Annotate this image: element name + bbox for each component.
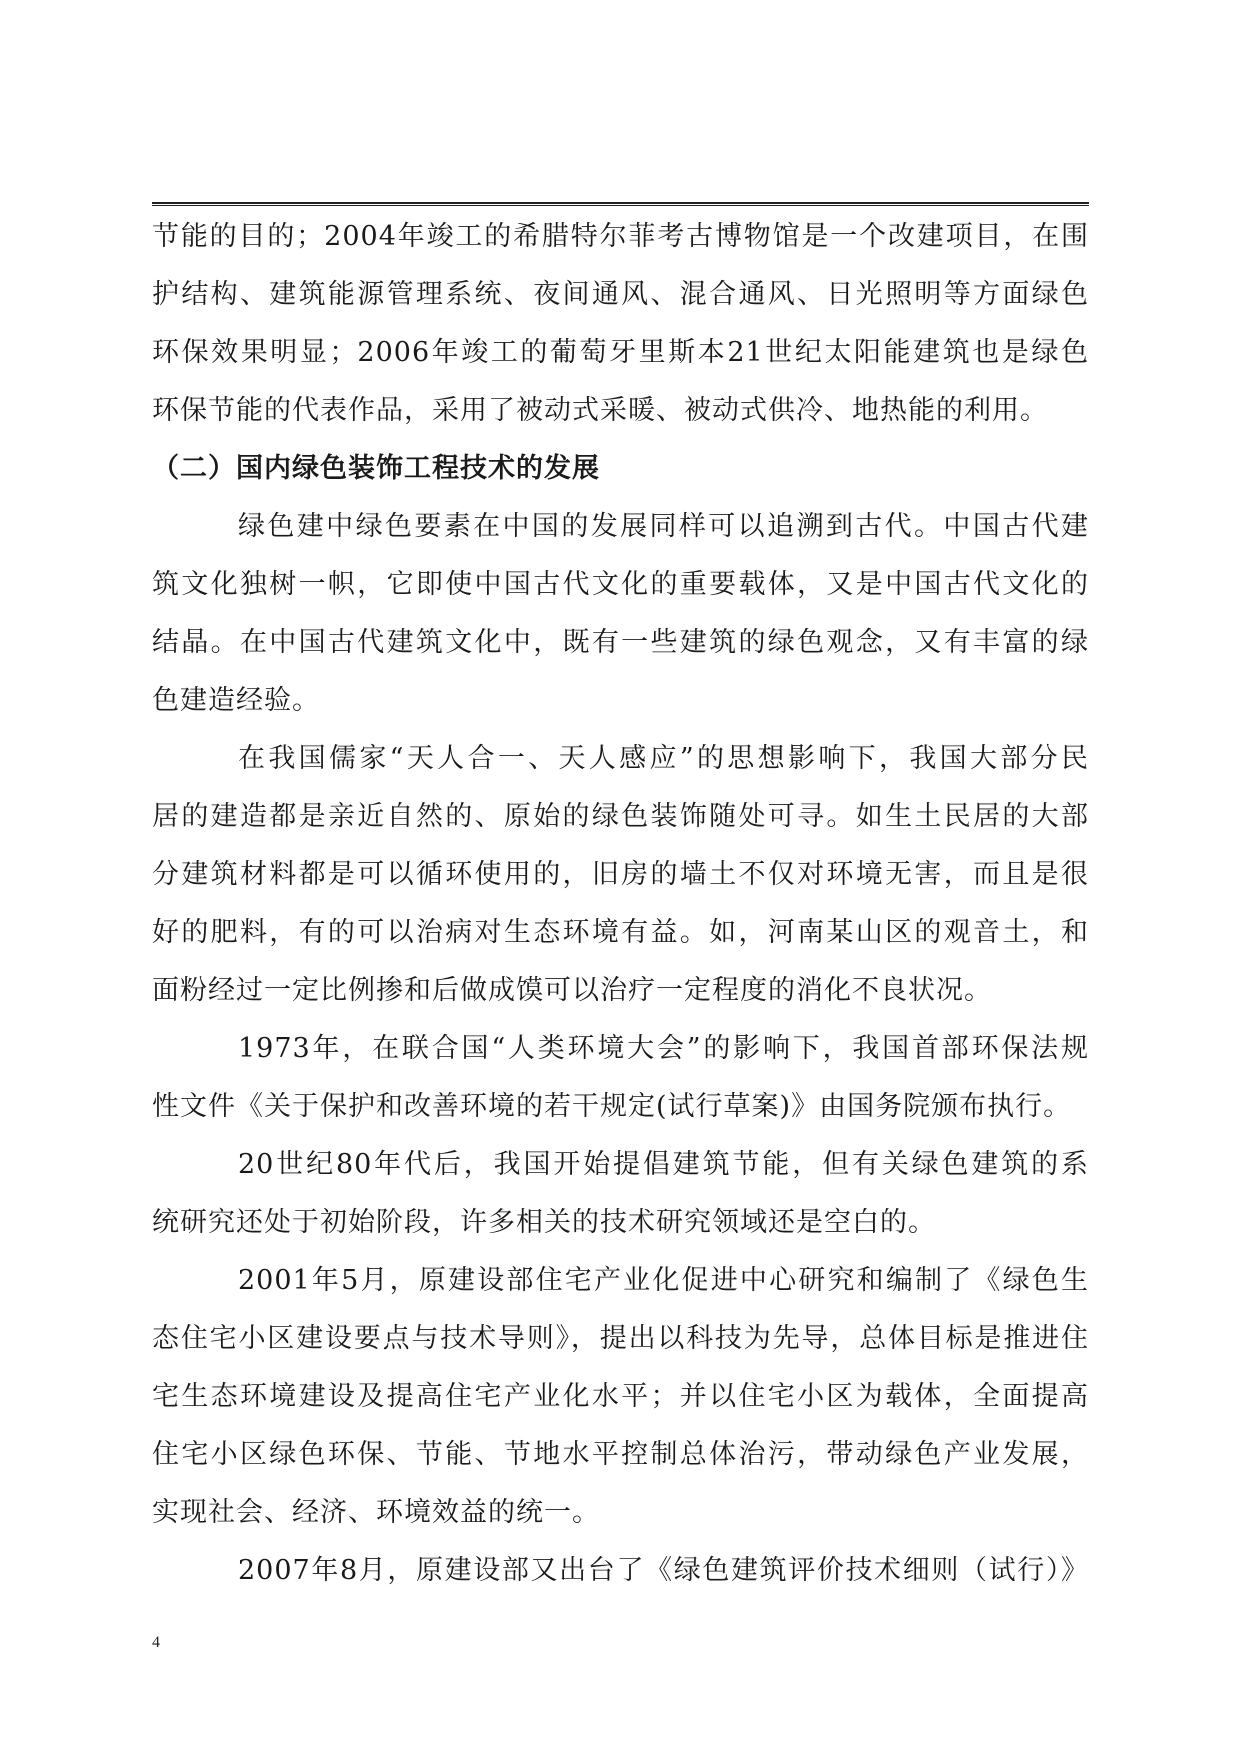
- header-rule: [152, 202, 1089, 206]
- text-line: 宅生态环境建设及提高住宅产业化水平；并以住宅小区为载体，全面提高: [152, 1381, 1089, 1412]
- text-line: 住宅小区绿色环保、节能、节地水平控制总体治污，带动绿色产业发展，: [152, 1439, 1089, 1470]
- text-line: 环保节能的代表作品，采用了被动式采暖、被动式供冷、地热能的利用。: [152, 395, 1048, 426]
- page-number: 4: [152, 1634, 160, 1651]
- text-line: 2001年5月，原建设部住宅产业化促进中心研究和编制了《绿色生: [238, 1265, 1089, 1296]
- text-line: 分建筑材料都是可以循环使用的，旧房的墙土不仅对环境无害，而且是很: [152, 859, 1089, 890]
- text-line: 态住宅小区建设要点与技术导则》，提出以科技为先导，总体目标是推进住: [152, 1323, 1089, 1354]
- text-line: 好的肥料，有的可以治病对生态环境有益。如，河南某山区的观音土，和: [152, 917, 1089, 948]
- text-line: 实现社会、经济、环境效益的统一。: [152, 1497, 600, 1528]
- text-line: 环保效果明显；2006年竣工的葡萄牙里斯本21世纪太阳能建筑也是绿色: [152, 337, 1089, 368]
- text-line: 20世纪80年代后，我国开始提倡建筑节能，但有关绿色建筑的系: [238, 1149, 1089, 1180]
- text-line: 统研究还处于初始阶段，许多相关的技术研究领域还是空白的。: [152, 1207, 936, 1238]
- body-text: [152, 208, 1089, 1600]
- text-line: 2007年8月，原建设部又出台了《绿色建筑评价技术细则（试行）》: [238, 1555, 1089, 1586]
- text-line: 节能的目的；2004年竣工的希腊特尔菲考古博物馆是一个改建项目，在围: [152, 221, 1089, 252]
- text-line: 色建造经验。: [152, 685, 320, 716]
- section-heading: （二）国内绿色装饰工程技术的发展: [152, 453, 600, 484]
- text-line: 性文件《关于保护和改善环境的若干规定(试行草案)》由国务院颁布执行。: [152, 1091, 1072, 1122]
- text-line: 绿色建中绿色要素在中国的发展同样可以追溯到古代。中国古代建: [238, 511, 1089, 542]
- text-line: 筑文化独树一帜，它即使中国古代文化的重要载体，又是中国古代文化的: [152, 569, 1089, 600]
- text-line: 结晶。在中国古代建筑文化中，既有一些建筑的绿色观念，又有丰富的绿: [152, 627, 1089, 658]
- text-line: 1973年，在联合国“人类环境大会”的影响下，我国首部环保法规: [238, 1033, 1089, 1064]
- text-line: 护结构、建筑能源管理系统、夜间通风、混合通风、日光照明等方面绿色: [152, 279, 1089, 310]
- text-line: 面粉经过一定比例掺和后做成馍可以治疗一定程度的消化不良状况。: [152, 975, 992, 1006]
- text-line: 居的建造都是亲近自然的、原始的绿色装饰随处可寻。如生土民居的大部: [152, 801, 1089, 832]
- text-line: 在我国儒家“天人合一、天人感应”的思想影响下，我国大部分民: [238, 743, 1089, 774]
